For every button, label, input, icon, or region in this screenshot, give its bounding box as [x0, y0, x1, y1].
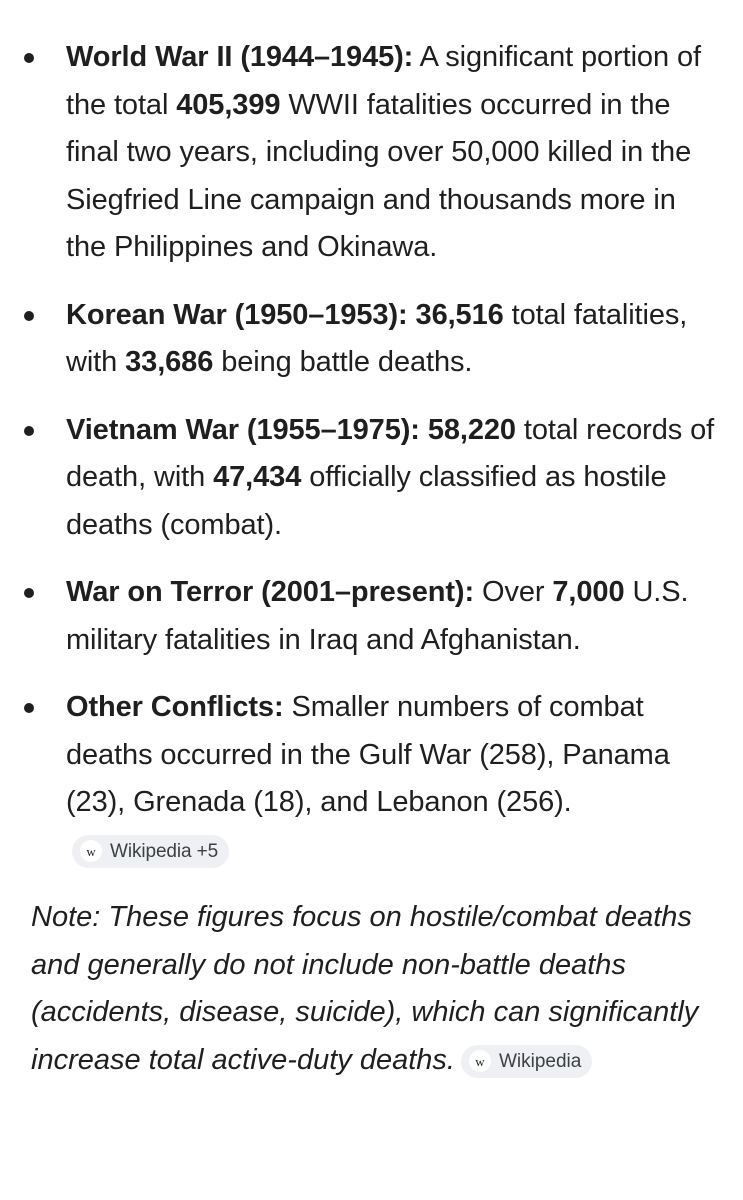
- item-heading: Other Conflicts:: [66, 691, 284, 723]
- item-figure: 47,434: [213, 461, 302, 493]
- bullet-dot-icon: [24, 703, 34, 713]
- bullet-dot-icon: [24, 311, 34, 321]
- list-item-other-conflicts: [0, 684, 743, 874]
- item-figure: 33,686: [125, 346, 214, 378]
- conflict-list: [0, 34, 743, 874]
- item-text: A significant portion of the total: [66, 41, 701, 121]
- wikipedia-icon: w: [469, 1050, 491, 1072]
- item-text: being battle deaths.: [213, 346, 473, 378]
- wikipedia-icon: w: [80, 840, 102, 862]
- source-chip-label: Wikipedia: [498, 1050, 582, 1072]
- bullet-dot-icon: [24, 588, 34, 598]
- item-text: total records of death, with: [66, 413, 715, 493]
- item-heading: Vietnam War (1955–1975):: [66, 413, 420, 446]
- item-heading: Korean War (1950–1953):: [66, 298, 408, 331]
- list-item-ww2: [0, 34, 743, 272]
- item-figure: 7,000: [552, 576, 625, 608]
- source-chip-label: Wikipedia +5: [110, 840, 219, 862]
- bullet-dot-icon: [24, 426, 34, 436]
- list-item-war-on-terror: [0, 569, 743, 664]
- bullet-dot-icon: [24, 53, 34, 63]
- item-text: officially classified as hostile deaths (combat).: [66, 461, 667, 541]
- item-heading: War on Terror (2001–present):: [66, 576, 475, 608]
- list-item-vietnam-war: [0, 407, 743, 550]
- note-text: Note: These figures focus on hostile/combat deaths and generally do not include non-battle deaths (accidents, disease, suicide), which can significantly increase total active-duty deaths.: [31, 901, 699, 1076]
- list-item-korean-war: [0, 292, 743, 387]
- item-figure: 405,399: [176, 88, 281, 121]
- item-heading: World War II (1944–1945):: [66, 41, 414, 73]
- item-text: U.S. military fatalities in Iraq and Afghanistan.: [66, 576, 689, 656]
- source-chip-wikipedia-plus-5[interactable]: [72, 835, 229, 868]
- note-paragraph: [0, 894, 743, 1084]
- source-chip-wikipedia[interactable]: [461, 1045, 592, 1078]
- item-text: Smaller numbers of combat deaths occurred in the Gulf War (258), Panama (23), Grenada (18), and Lebanon (256).: [66, 691, 670, 818]
- item-figure: 36,516: [415, 298, 504, 331]
- item-figure: 58,220: [427, 413, 516, 446]
- item-text: WWII fatalities occurred in the final two years, including over 50,000 killed in the Siegfried Line campaign and thousands more in the Philippines and Okinawa.: [66, 88, 692, 263]
- item-text: total fatalities, with: [66, 298, 688, 378]
- answer-content: [0, 34, 743, 1084]
- item-text: Over: [474, 576, 553, 608]
